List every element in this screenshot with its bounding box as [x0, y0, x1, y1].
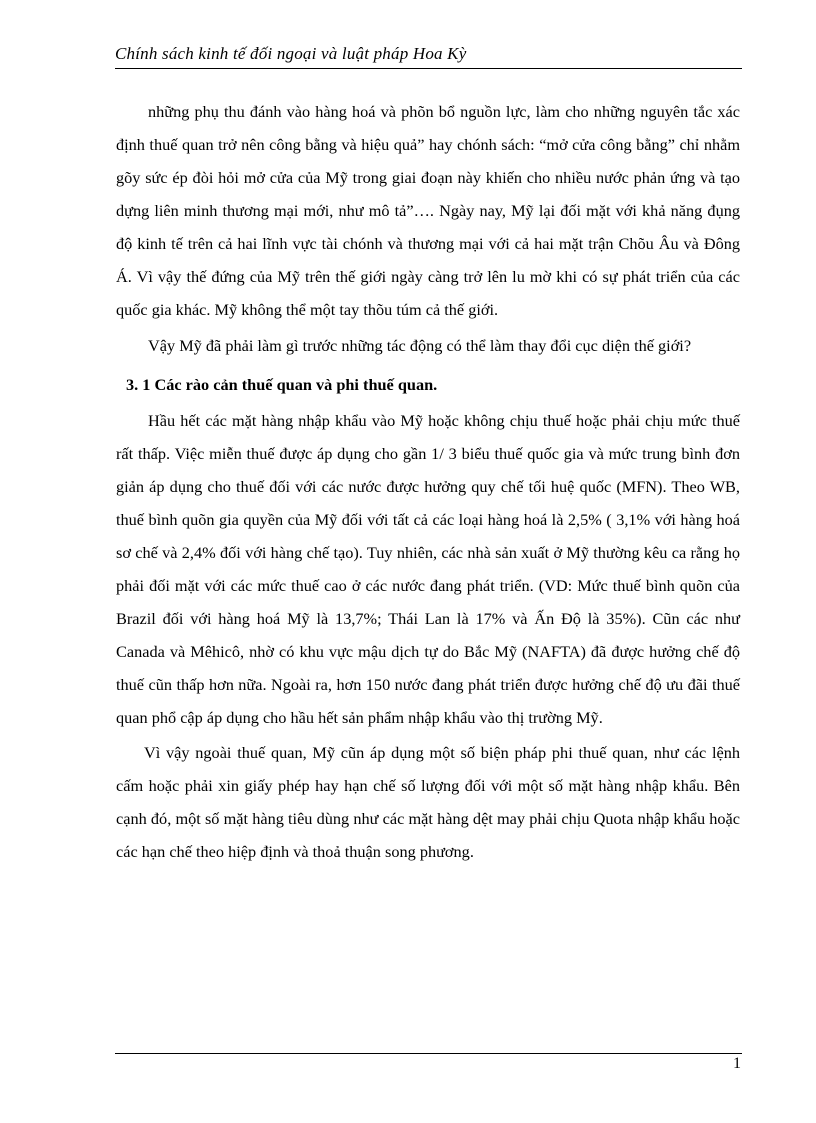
running-header: Chính sách kinh tế đối ngoại và luật pháp Hoa Kỳ	[115, 44, 467, 63]
paragraph-2: Vậy Mỹ đã phải làm gì trước những tác động có thể làm thay đổi cục diện thế giới?	[148, 336, 692, 355]
page-body	[116, 95, 740, 868]
header-divider	[115, 68, 742, 69]
section-heading: 3. 1 Các rào cản thuế quan và phi thuế quan.	[126, 375, 438, 394]
paragraph-4: Vì vậy ngoài thuế quan, Mỹ cũn áp dụng một số biện pháp phi thuế quan, như các lệnh cấm hoặc phải xin giấy phép hay hạn chế số lượng đối với một số mặt hàng nhập khẩu. Bên cạnh đó, một số mặt hàng tiêu dùng như các mặt hàng dệt may phải chịu Quota nhập khẩu hoặc các hạn chế theo hiệp định và thoả thuận song phương.	[116, 743, 740, 861]
footer-divider	[115, 1053, 742, 1054]
page-number: 1	[733, 1055, 741, 1072]
paragraph-3: Hầu hết các mặt hàng nhập khẩu vào Mỹ hoặc không chịu thuế hoặc phải chịu mức thuế rất thấp. Việc miễn thuế được áp dụng cho gần 1/ 3 biểu thuế quốc gia và mức trung bình đơn giản áp dụng cho thuế đối với các nước được hưởng quy chế tối huệ quốc (MFN). Theo WB, thuế bình quõn gia quyền của Mỹ đối với tất cả các loại hàng hoá là 2,5% ( 3,1% với hàng hoá sơ chế và 2,4% đối với hàng chế tạo). Tuy nhiên, các nhà sản xuất ở Mỹ thường kêu ca rằng họ phải đối mặt với các mức thuế cao ở các nước đang phát triển. (VD: Mức thuế bình quõn của Brazil đối với hàng hoá Mỹ là 13,7%; Thái Lan là 17% và Ấn Độ là 35%). Cũn các như Canada và Mêhicô, nhờ có khu vực mậu dịch tự do Bắc Mỹ (NAFTA) đã được hưởng chế độ thuế cũn thấp hơn nữa. Ngoài ra, hơn 150 nước đang phát triển được hưởng chế độ ưu đãi thuế quan phổ cập áp dụng cho hầu hết sản phẩm nhập khẩu vào thị trường Mỹ.	[116, 411, 740, 727]
paragraph-1: những phụ thu đánh vào hàng hoá và phõn bổ nguồn lực, làm cho những nguyên tắc xác định thuế quan trở nên công bằng và hiệu quả” hay chónh sách: “mở cửa công bằng” chỉ nhằm gõy sức ép đòi hỏi mở cửa của Mỹ trong giai đoạn này khiến cho nhiều nước phản ứng và tạo dựng liên minh thương mại mới, như mô tả”…. Ngày nay, Mỹ lại đối mặt với khả năng đụng độ kinh tế trên cả hai lĩnh vực tài chónh và thương mại với cả hai mặt trận Chõu Âu và Đông Á. Vì vậy thế đứng của Mỹ trên thế giới ngày càng trở lên lu mờ khi có sự phát triển của các quốc gia khác. Mỹ không thể một tay thõu túm cả thế giới.	[116, 102, 740, 319]
